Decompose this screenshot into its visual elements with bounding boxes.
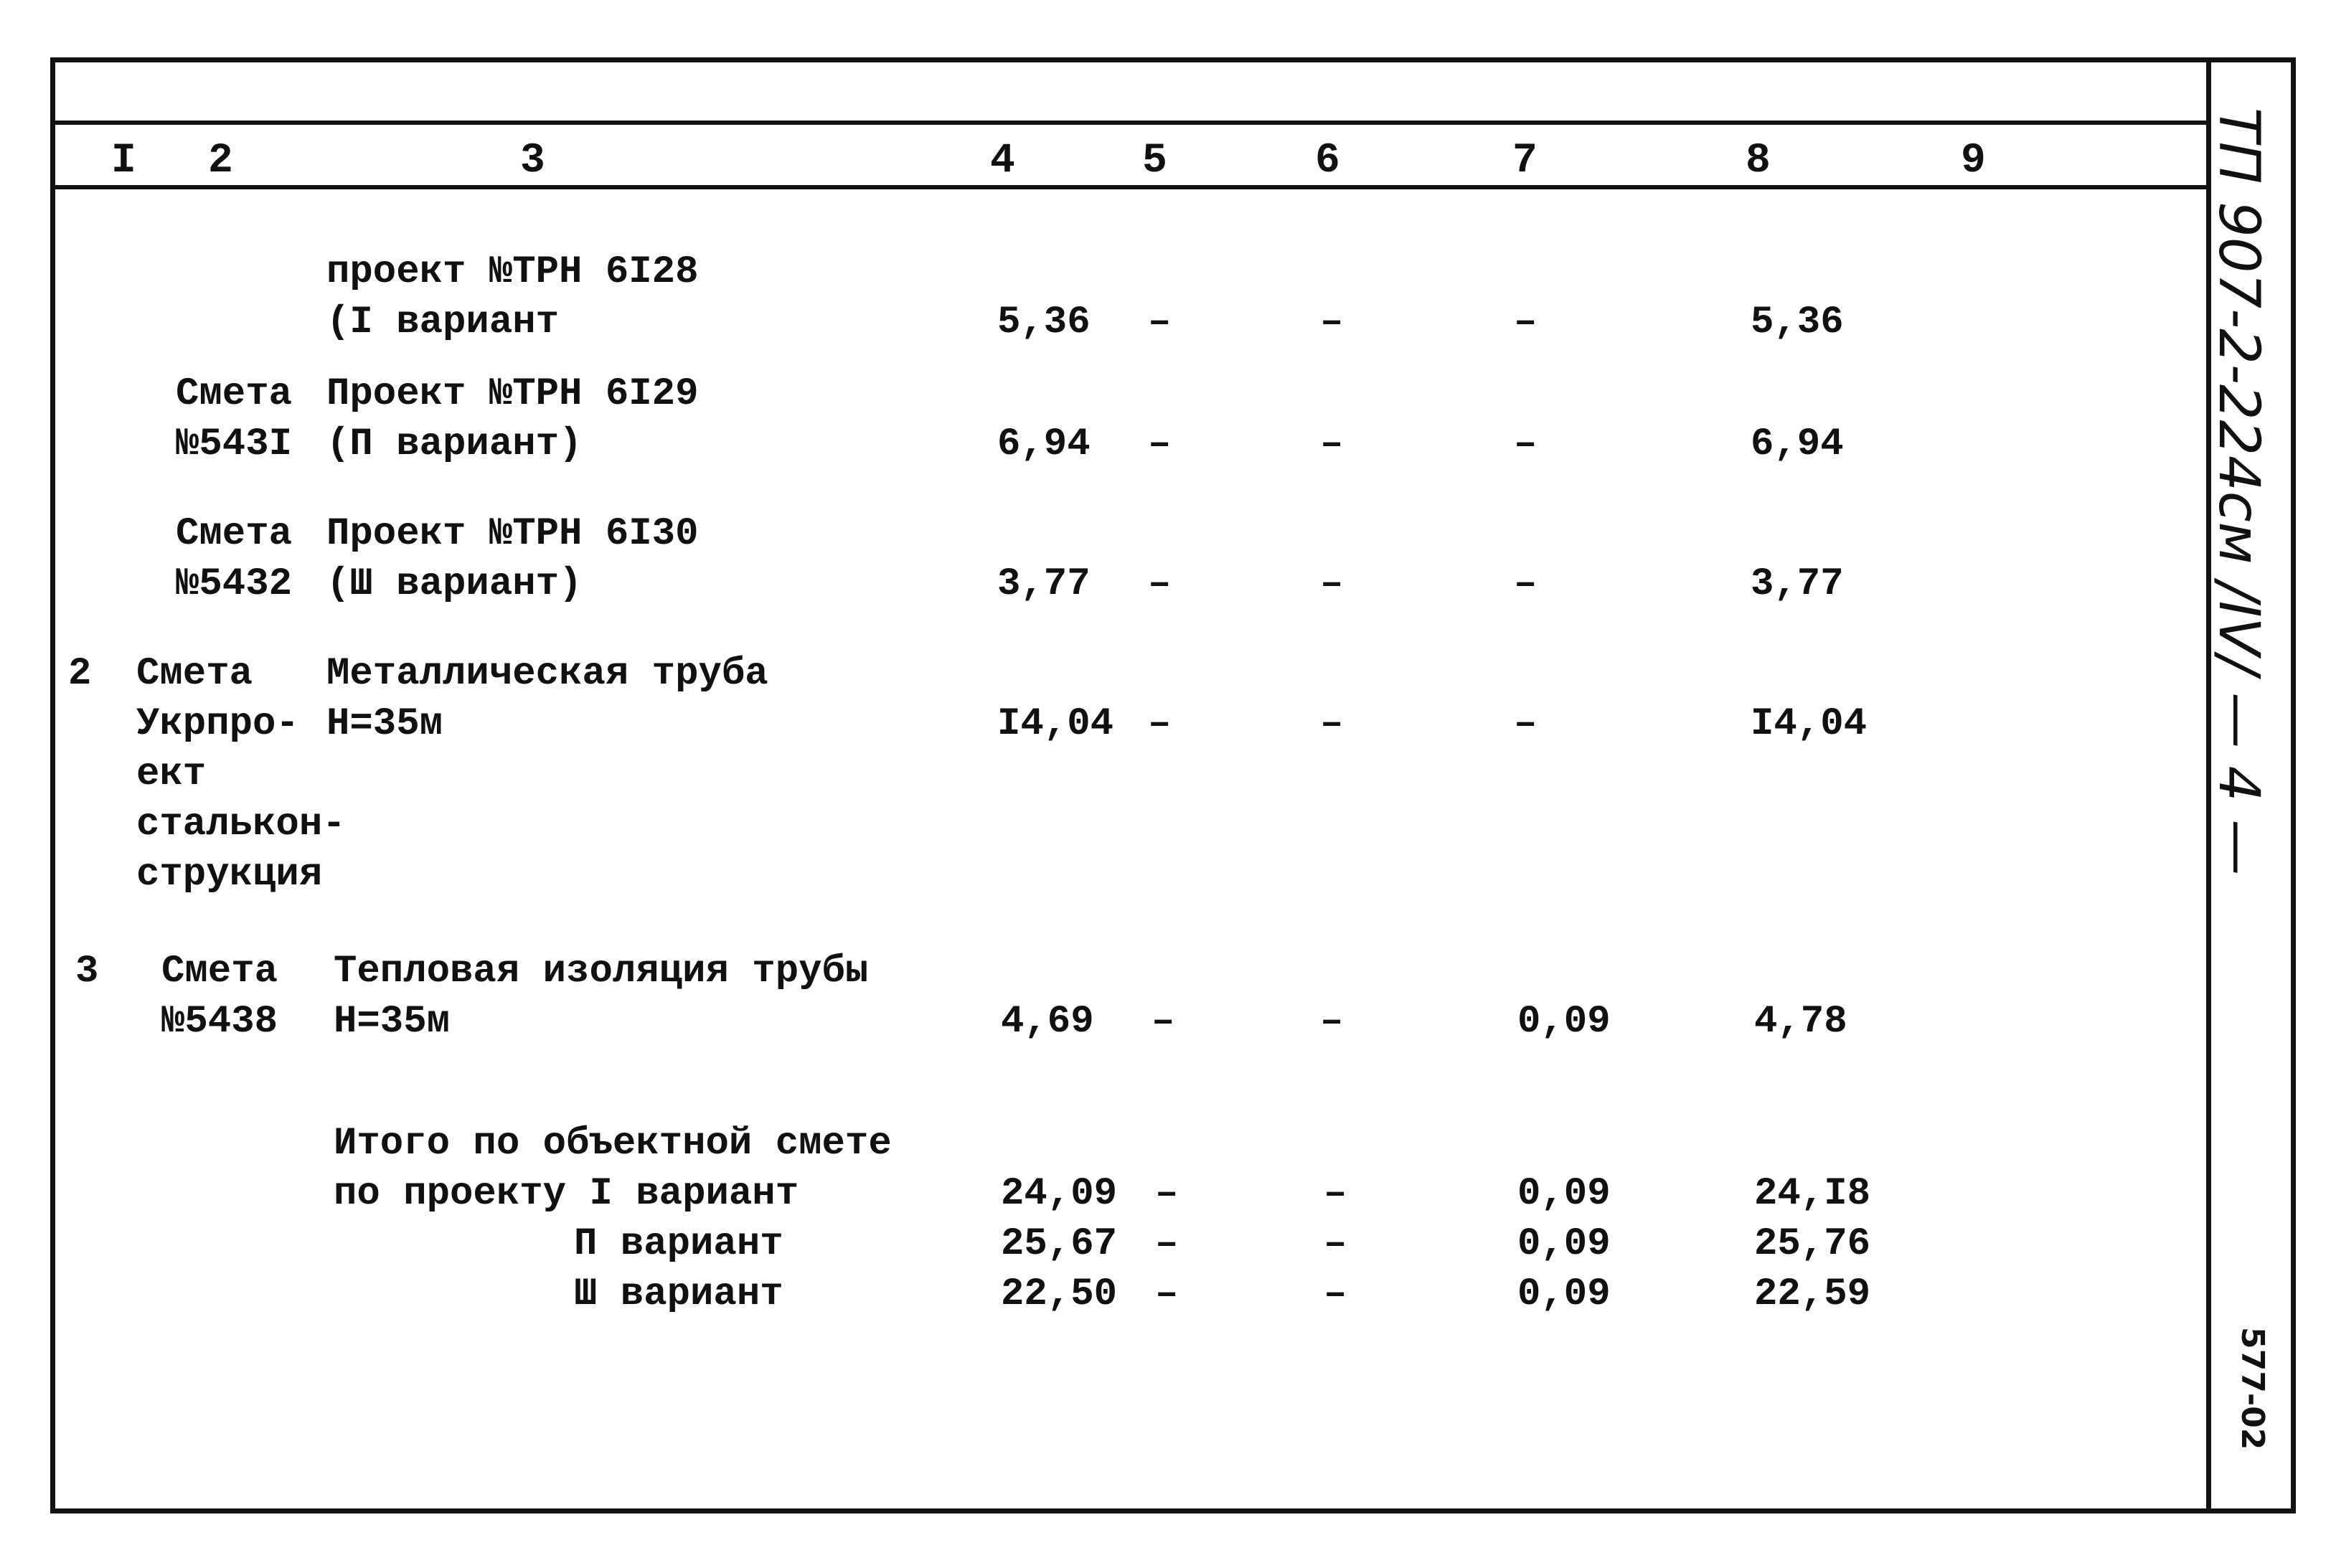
row2-c6: – xyxy=(1320,422,1344,466)
side-document-code: ТП 907-2-224см /IV/ — 4 — xyxy=(2206,108,2271,876)
row3-doc2: №5432 xyxy=(176,562,293,606)
totals-v2-c5: – xyxy=(1155,1222,1179,1266)
row5-text2: Н=35м xyxy=(334,1000,451,1044)
row1-c8: 5,36 xyxy=(1751,301,1844,344)
row2-c7: – xyxy=(1514,422,1537,466)
header-top-rule xyxy=(50,121,2210,125)
totals-v1-c7: 0,09 xyxy=(1517,1172,1611,1216)
totals-label4: Ш вариант xyxy=(574,1272,783,1316)
row1-c6: – xyxy=(1320,301,1344,344)
col-header-4: 4 xyxy=(990,138,1015,184)
row4-c8: I4,04 xyxy=(1751,702,1868,746)
row2-c5: – xyxy=(1148,422,1172,466)
row5-c8: 4,78 xyxy=(1754,1000,1847,1044)
totals-v1-c6: – xyxy=(1324,1172,1347,1216)
totals-v1-c5: – xyxy=(1155,1172,1179,1216)
row5-c4: 4,69 xyxy=(1001,1000,1094,1044)
col-header-6: 6 xyxy=(1315,138,1340,184)
row2-c4: 6,94 xyxy=(997,422,1091,466)
row2-c8: 6,94 xyxy=(1751,422,1844,466)
row4-c4: I4,04 xyxy=(997,702,1114,746)
row5-c7: 0,09 xyxy=(1517,1000,1611,1044)
totals-label2: по проекту I вариант xyxy=(334,1172,799,1216)
totals-v2-c7: 0,09 xyxy=(1517,1222,1611,1266)
row1-c4: 5,36 xyxy=(997,301,1091,344)
totals-v1-c8: 24,I8 xyxy=(1754,1172,1871,1216)
row5-c6: – xyxy=(1320,1000,1344,1044)
totals-v3-c8: 22,59 xyxy=(1754,1272,1871,1316)
row2-text1: Проект №ТРН 6I29 xyxy=(326,372,699,416)
row1-text2: (I вариант xyxy=(326,301,560,344)
row2-doc1: Смета xyxy=(176,372,293,416)
col-header-9: 9 xyxy=(1961,138,1986,184)
row2-text2: (П вариант) xyxy=(326,422,583,466)
row5-doc1: Смета xyxy=(161,950,278,993)
totals-v3-c4: 22,50 xyxy=(1001,1272,1118,1316)
row3-c7: – xyxy=(1514,562,1537,606)
totals-v3-c6: – xyxy=(1324,1272,1347,1316)
header-bottom-rule xyxy=(50,185,2210,189)
totals-v2-c6: – xyxy=(1324,1222,1347,1266)
totals-label1: Итого по объектной смете xyxy=(334,1122,892,1166)
row4-doc5: струкция xyxy=(136,853,323,897)
totals-v2-c8: 25,76 xyxy=(1754,1222,1871,1266)
col-header-2: 2 xyxy=(208,138,233,184)
row3-c8: 3,77 xyxy=(1751,562,1844,606)
row4-doc2: Укрпро- xyxy=(136,702,299,746)
row3-c6: – xyxy=(1320,562,1344,606)
row3-doc1: Смета xyxy=(176,512,293,556)
row5-doc2: №5438 xyxy=(161,1000,278,1044)
totals-v2-c4: 25,67 xyxy=(1001,1222,1118,1266)
row4-c6: – xyxy=(1320,702,1344,746)
row4-c7: – xyxy=(1514,702,1537,746)
col-header-5: 5 xyxy=(1142,138,1167,184)
col-header-1: I xyxy=(111,138,136,184)
row4-doc1: Смета xyxy=(136,652,253,696)
col-header-8: 8 xyxy=(1746,138,1771,184)
totals-label3: П вариант xyxy=(574,1222,783,1266)
col-header-3: 3 xyxy=(520,138,545,184)
row3-text1: Проект №ТРН 6I30 xyxy=(326,512,699,556)
row2-doc2: №543I xyxy=(176,422,293,466)
row5-number: 3 xyxy=(75,950,99,993)
row4-doc4: сталькон- xyxy=(136,803,346,846)
row4-doc3: ект xyxy=(136,752,207,796)
row5-text1: Тепловая изоляция трубы xyxy=(334,950,869,993)
totals-v1-c4: 24,09 xyxy=(1001,1172,1118,1216)
row4-number: 2 xyxy=(68,652,92,696)
totals-v3-c7: 0,09 xyxy=(1517,1272,1611,1316)
side-sheet-code: 577-02 xyxy=(2234,1327,2271,1450)
row5-c5: – xyxy=(1152,1000,1175,1044)
row3-text2: (Ш вариант) xyxy=(326,562,583,606)
row1-c5: – xyxy=(1148,301,1172,344)
totals-v3-c5: – xyxy=(1155,1272,1179,1316)
row3-c5: – xyxy=(1148,562,1172,606)
row1-text1: проект №ТРН 6I28 xyxy=(326,250,699,294)
row4-text2: Н=35м xyxy=(326,702,443,746)
row4-text1: Металлическая труба xyxy=(326,652,768,696)
col-header-7: 7 xyxy=(1512,138,1537,184)
row1-c7: – xyxy=(1514,301,1537,344)
row3-c4: 3,77 xyxy=(997,562,1091,606)
row4-c5: – xyxy=(1148,702,1172,746)
